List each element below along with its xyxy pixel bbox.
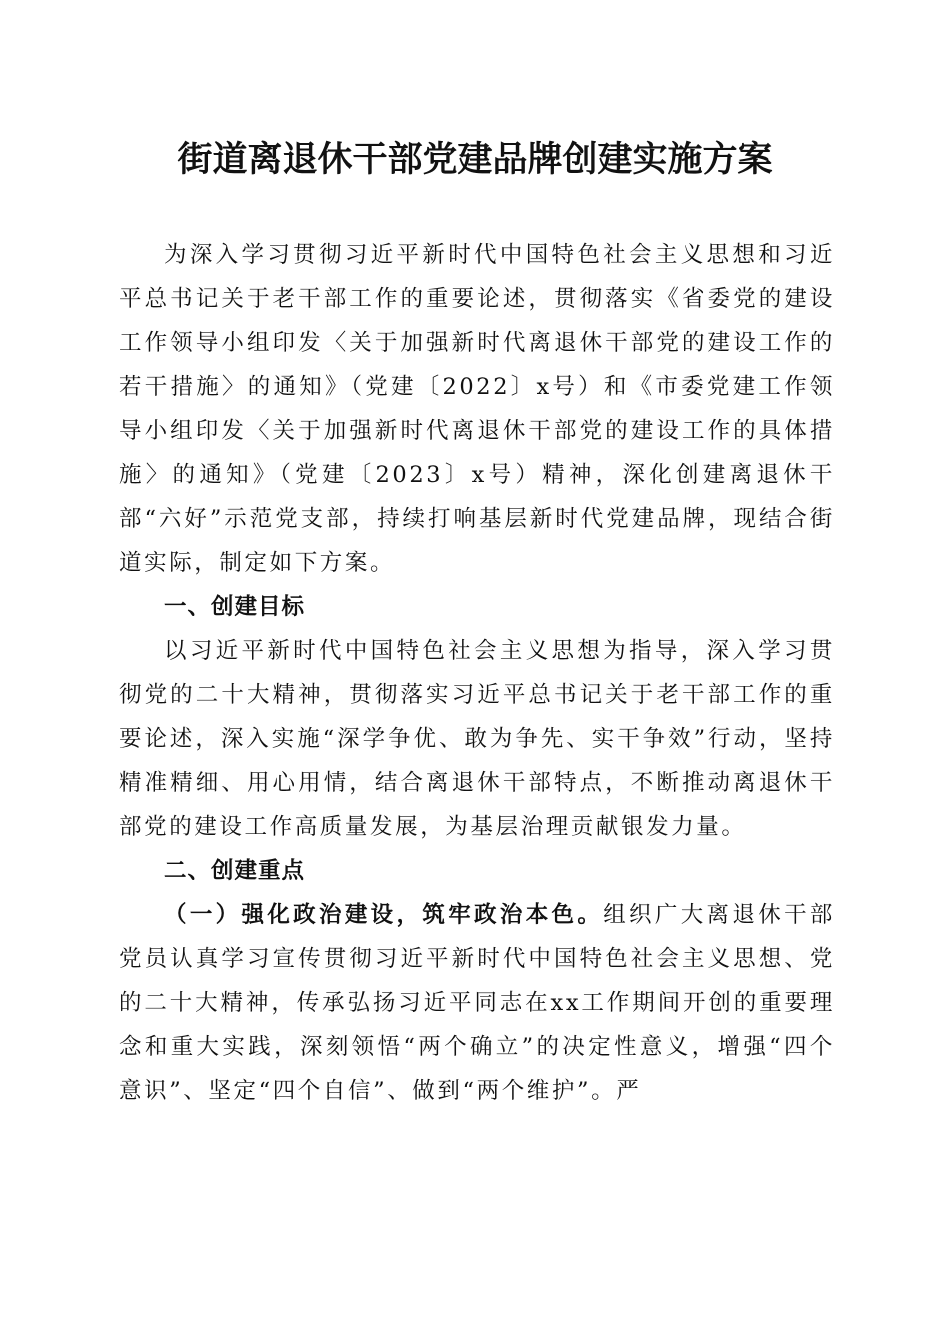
document-title: 街道离退休干部党建品牌创建实施方案 <box>177 139 773 180</box>
focus-item-1-paragraph <box>119 893 835 1113</box>
focus-item-1-text: 组织广大离退休干部党员认真学习宣传贯彻习近平新时代中国特色社会主义思想、党的二十大精神，传承弘扬习近平同志在xx工作期间开创的重要理念和重大实践，深刻领悟“两个确立”的决定性意义，增强“四个意识”、坚定“四个自信”、做到“两个维护”。严 <box>119 902 836 1104</box>
document-body <box>119 233 835 1113</box>
section-heading-focus: 二、创建重点 <box>164 858 306 884</box>
section-heading-goals: 一、创建目标 <box>164 594 306 620</box>
focus-item-1-lead: （一）强化政治建设，筑牢政治本色。 <box>164 902 604 928</box>
goals-paragraph: 以习近平新时代中国特色社会主义思想为指导，深入学习贯彻党的二十大精神，贯彻落实习近平总书记关于老干部工作的重要论述，深入实施“深学争优、敢为争先、实干争效”行动，坚持精准精细、用心用情，结合离退休干部特点，不断推动离退休干部党的建设工作高质量发展，为基层治理贡献银发力量。 <box>119 638 835 840</box>
intro-paragraph: 为深入学习贯彻习近平新时代中国特色社会主义思想和习近平总书记关于老干部工作的重要论述，贯彻落实《省委党的建设工作领导小组印发〈关于加强新时代离退休干部党的建设工作的若干措施〉的通知》（党建〔2022〕x号）和《市委党建工作领导小组印发〈关于加强新时代离退休干部党的建设工作的具体措施〉的通知》（党建〔2023〕x号）精神，深化创建离退休干部“六好”示范党支部，持续打响基层新时代党建品牌，现结合街道实际，制定如下方案。 <box>119 242 835 576</box>
